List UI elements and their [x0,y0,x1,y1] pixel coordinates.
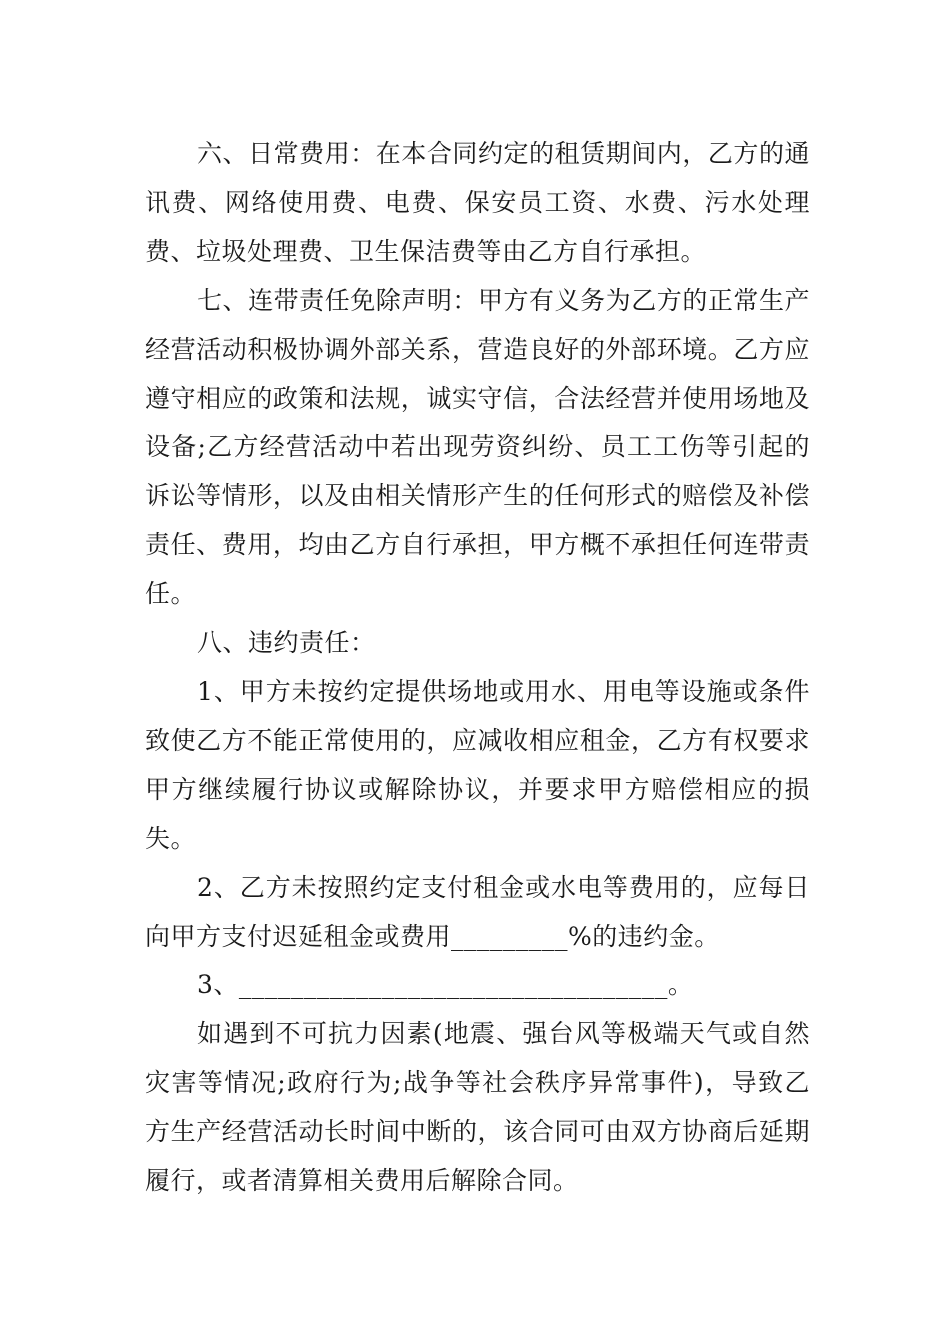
force-majeure-paragraph: 如遇到不可抗力因素(地震、强台风等极端天气或自然灾害等情况;政府行为;战争等社会秩序异常事件)，导致乙方生产经营活动长时间中断的，该合同可由双方协商后延期履行，或者清算相关费用后解除合同。 [145,1019,810,1196]
clause-eight-item-3: 3、_________________________________。 [197,970,694,1000]
clause-seven-liability-disclaimer: 七、连带责任免除声明：甲方有义务为乙方的正常生产经营活动积极协调外部关系，营造良好的外部环境。乙方应遵守相应的政策和法规，诚实守信，合法经营并使用场地及设备;乙方经营活动中若出现劳资纠纷、员工工伤等引起的诉讼等情形，以及由相关情形产生的任何形式的赔偿及补偿责任、费用，均由乙方自行承担，甲方概不承担任何连带责任。 [145,285,810,609]
clause-eight-heading: 八、违约责任： [197,628,376,658]
clause-eight-item-1: 1、甲方未按约定提供场地或用水、用电等设施或条件致使乙方不能正常使用的，应减收相应租金，乙方有权要求甲方继续履行协议或解除协议，并要求甲方赔偿相应的损失。 [145,676,810,853]
clause-eight-item-2: 2、乙方未按照约定支付租金或水电等费用的，应每日向甲方支付迟延租金或费用_________%的违约金。 [145,872,810,951]
clause-six-daily-expenses: 六、日常费用：在本合同约定的租赁期间内，乙方的通讯费、网络使用费、电费、保安员工资、水费、污水处理费、垃圾处理费、卫生保洁费等由乙方自行承担。 [145,139,810,266]
contract-page-body [145,130,810,1206]
